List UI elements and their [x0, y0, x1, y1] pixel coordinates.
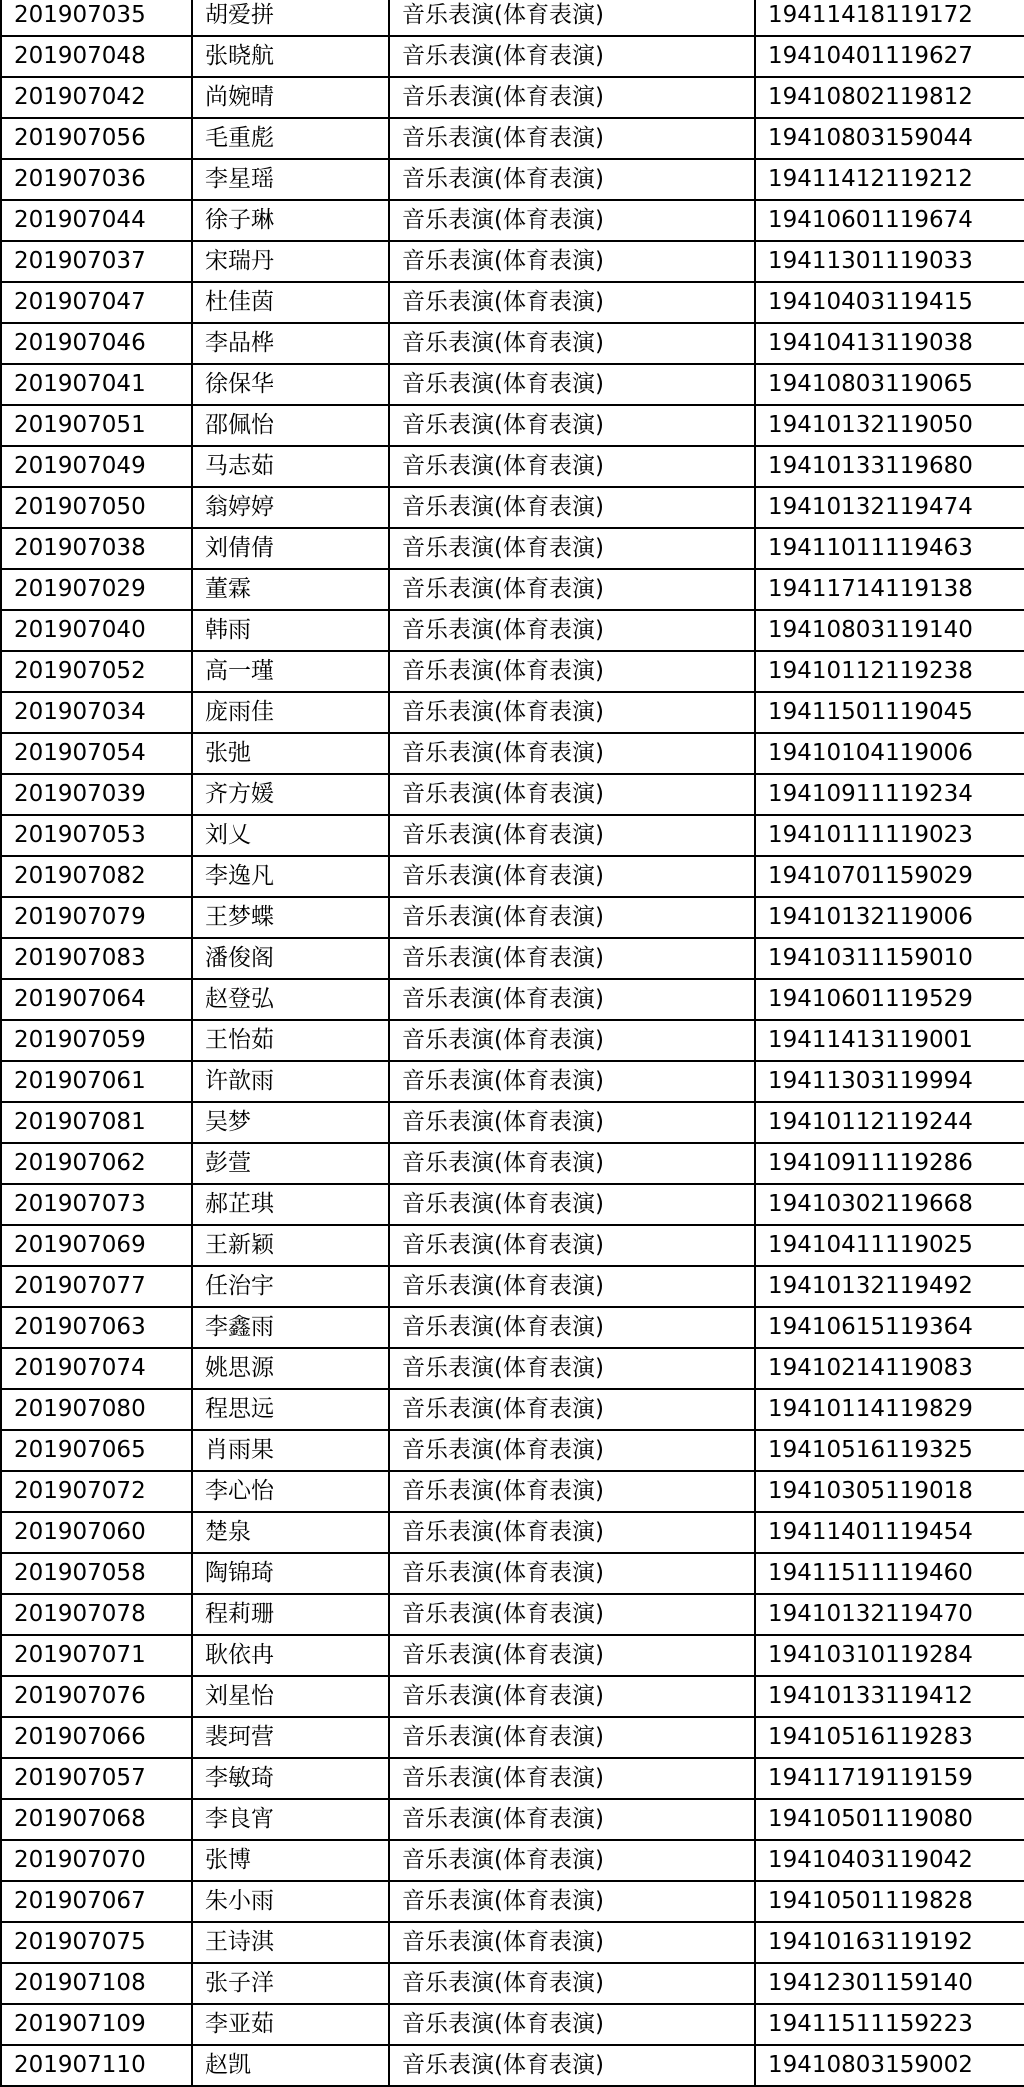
student-id-cell: 201907110	[1, 2045, 192, 2086]
major-cell: 音乐表演(体育表演)	[389, 1758, 755, 1799]
major-cell: 音乐表演(体育表演)	[389, 1184, 755, 1225]
major-cell: 音乐表演(体育表演)	[389, 1225, 755, 1266]
student-id-cell: 201907051	[1, 405, 192, 446]
major-cell: 音乐表演(体育表演)	[389, 1635, 755, 1676]
major-cell: 音乐表演(体育表演)	[389, 1963, 755, 2004]
table-row	[1, 1266, 1024, 1307]
student-id-cell: 201907078	[1, 1594, 192, 1635]
student-name-cell: 王新颖	[192, 1225, 389, 1266]
major-cell: 音乐表演(体育表演)	[389, 118, 755, 159]
exam-number-cell: 19410601119529	[755, 979, 1024, 1020]
exam-number-cell: 19410132119050	[755, 405, 1024, 446]
table-row	[1, 487, 1024, 528]
table-row	[1, 1102, 1024, 1143]
student-name-cell: 楚泉	[192, 1512, 389, 1553]
major-cell: 音乐表演(体育表演)	[389, 897, 755, 938]
exam-number-cell: 19410104119006	[755, 733, 1024, 774]
student-name-cell: 张博	[192, 1840, 389, 1881]
major-cell: 音乐表演(体育表演)	[389, 1799, 755, 1840]
table-row	[1, 241, 1024, 282]
student-id-cell: 201907050	[1, 487, 192, 528]
student-id-cell: 201907062	[1, 1143, 192, 1184]
major-cell: 音乐表演(体育表演)	[389, 528, 755, 569]
table-row	[1, 1553, 1024, 1594]
major-cell: 音乐表演(体育表演)	[389, 77, 755, 118]
exam-number-cell: 19411413119001	[755, 1020, 1024, 1061]
major-cell: 音乐表演(体育表演)	[389, 774, 755, 815]
table-row	[1, 528, 1024, 569]
table-row	[1, 446, 1024, 487]
student-id-cell: 201907052	[1, 651, 192, 692]
student-name-cell: 刘星怡	[192, 1676, 389, 1717]
student-id-cell: 201907074	[1, 1348, 192, 1389]
exam-number-cell: 19411511119460	[755, 1553, 1024, 1594]
student-name-cell: 潘俊阁	[192, 938, 389, 979]
table-row	[1, 651, 1024, 692]
exam-number-cell: 19412301159140	[755, 1963, 1024, 2004]
table-row	[1, 1430, 1024, 1471]
table-row	[1, 1635, 1024, 1676]
exam-number-cell: 19410501119828	[755, 1881, 1024, 1922]
table-row	[1, 1881, 1024, 1922]
student-name-cell: 王诗淇	[192, 1922, 389, 1963]
table-row	[1, 1717, 1024, 1758]
major-cell: 音乐表演(体育表演)	[389, 610, 755, 651]
exam-number-cell: 19410112119238	[755, 651, 1024, 692]
exam-number-cell: 19411714119138	[755, 569, 1024, 610]
student-id-cell: 201907067	[1, 1881, 192, 1922]
student-name-cell: 刘倩倩	[192, 528, 389, 569]
student-name-cell: 王怡茹	[192, 1020, 389, 1061]
student-id-cell: 201907072	[1, 1471, 192, 1512]
student-name-cell: 彭萱	[192, 1143, 389, 1184]
student-id-cell: 201907070	[1, 1840, 192, 1881]
exam-number-cell: 19410803159044	[755, 118, 1024, 159]
table-row	[1, 118, 1024, 159]
table-row	[1, 1512, 1024, 1553]
exam-number-cell: 19410132119006	[755, 897, 1024, 938]
student-name-cell: 耿依冉	[192, 1635, 389, 1676]
table-row	[1, 610, 1024, 651]
table-row	[1, 159, 1024, 200]
exam-number-cell: 19410911119234	[755, 774, 1024, 815]
exam-number-cell: 19410516119325	[755, 1430, 1024, 1471]
table-row	[1, 1307, 1024, 1348]
major-cell: 音乐表演(体育表演)	[389, 1143, 755, 1184]
exam-number-cell: 19410401119627	[755, 36, 1024, 77]
major-cell: 音乐表演(体育表演)	[389, 446, 755, 487]
major-cell: 音乐表演(体育表演)	[389, 938, 755, 979]
student-name-cell: 杜佳茵	[192, 282, 389, 323]
table-row	[1, 1471, 1024, 1512]
student-id-cell: 201907056	[1, 118, 192, 159]
student-id-cell: 201907059	[1, 1020, 192, 1061]
student-id-cell: 201907047	[1, 282, 192, 323]
student-name-cell: 程思远	[192, 1389, 389, 1430]
major-cell: 音乐表演(体育表演)	[389, 856, 755, 897]
student-id-cell: 201907046	[1, 323, 192, 364]
table-row	[1, 1963, 1024, 2004]
major-cell: 音乐表演(体育表演)	[389, 1676, 755, 1717]
student-id-cell: 201907038	[1, 528, 192, 569]
table-row	[1, 323, 1024, 364]
exam-number-cell: 19410163119192	[755, 1922, 1024, 1963]
table-row	[1, 200, 1024, 241]
major-cell: 音乐表演(体育表演)	[389, 1430, 755, 1471]
exam-number-cell: 19411719119159	[755, 1758, 1024, 1799]
student-id-cell: 201907076	[1, 1676, 192, 1717]
major-cell: 音乐表演(体育表演)	[389, 1881, 755, 1922]
student-id-cell: 201907063	[1, 1307, 192, 1348]
major-cell: 音乐表演(体育表演)	[389, 241, 755, 282]
student-name-cell: 郝芷琪	[192, 1184, 389, 1225]
student-id-cell: 201907081	[1, 1102, 192, 1143]
exam-number-cell: 19410803119065	[755, 364, 1024, 405]
major-cell: 音乐表演(体育表演)	[389, 1840, 755, 1881]
major-cell: 音乐表演(体育表演)	[389, 282, 755, 323]
table-row	[1, 0, 1024, 36]
student-id-cell: 201907108	[1, 1963, 192, 2004]
exam-number-cell: 19410516119283	[755, 1717, 1024, 1758]
exam-number-cell: 19410305119018	[755, 1471, 1024, 1512]
table-row	[1, 364, 1024, 405]
major-cell: 音乐表演(体育表演)	[389, 1389, 755, 1430]
table-row	[1, 774, 1024, 815]
exam-number-cell: 19411301119033	[755, 241, 1024, 282]
exam-number-cell: 19410111119023	[755, 815, 1024, 856]
exam-number-cell: 19410803119140	[755, 610, 1024, 651]
exam-number-cell: 19410403119415	[755, 282, 1024, 323]
major-cell: 音乐表演(体育表演)	[389, 1717, 755, 1758]
table-row	[1, 77, 1024, 118]
major-cell: 音乐表演(体育表演)	[389, 1266, 755, 1307]
student-id-cell: 201907040	[1, 610, 192, 651]
table-row	[1, 1799, 1024, 1840]
exam-number-cell: 19411303119994	[755, 1061, 1024, 1102]
table-row	[1, 1184, 1024, 1225]
exam-number-cell: 19410133119680	[755, 446, 1024, 487]
table-row	[1, 692, 1024, 733]
student-id-cell: 201907082	[1, 856, 192, 897]
table-row	[1, 1758, 1024, 1799]
table-row	[1, 569, 1024, 610]
exam-number-cell: 19410701159029	[755, 856, 1024, 897]
student-name-cell: 吴梦	[192, 1102, 389, 1143]
student-id-cell: 201907073	[1, 1184, 192, 1225]
exam-number-cell: 19411401119454	[755, 1512, 1024, 1553]
table-row	[1, 733, 1024, 774]
student-id-cell: 201907061	[1, 1061, 192, 1102]
student-name-cell: 裴珂营	[192, 1717, 389, 1758]
student-name-cell: 李品桦	[192, 323, 389, 364]
table-row	[1, 1061, 1024, 1102]
major-cell: 音乐表演(体育表演)	[389, 733, 755, 774]
student-id-cell: 201907035	[1, 0, 192, 36]
exam-number-cell: 19410311159010	[755, 938, 1024, 979]
exam-number-cell: 19411412119212	[755, 159, 1024, 200]
roster-table-body	[1, 0, 1024, 2086]
table-row	[1, 2045, 1024, 2086]
student-name-cell: 翁婷婷	[192, 487, 389, 528]
exam-number-cell: 19410403119042	[755, 1840, 1024, 1881]
student-name-cell: 徐子琳	[192, 200, 389, 241]
major-cell: 音乐表演(体育表演)	[389, 1471, 755, 1512]
student-name-cell: 邵佩怡	[192, 405, 389, 446]
student-id-cell: 201907036	[1, 159, 192, 200]
student-id-cell: 201907039	[1, 774, 192, 815]
student-id-cell: 201907060	[1, 1512, 192, 1553]
major-cell: 音乐表演(体育表演)	[389, 0, 755, 36]
student-id-cell: 201907068	[1, 1799, 192, 1840]
exam-number-cell: 19411501119045	[755, 692, 1024, 733]
student-name-cell: 张子洋	[192, 1963, 389, 2004]
student-id-cell: 201907048	[1, 36, 192, 77]
table-row	[1, 1225, 1024, 1266]
major-cell: 音乐表演(体育表演)	[389, 651, 755, 692]
exam-number-cell: 19410803159002	[755, 2045, 1024, 2086]
student-name-cell: 毛重彪	[192, 118, 389, 159]
exam-number-cell: 19410112119244	[755, 1102, 1024, 1143]
student-name-cell: 朱小雨	[192, 1881, 389, 1922]
student-id-cell: 201907065	[1, 1430, 192, 1471]
major-cell: 音乐表演(体育表演)	[389, 1061, 755, 1102]
student-name-cell: 庞雨佳	[192, 692, 389, 733]
table-row	[1, 1594, 1024, 1635]
student-id-cell: 201907049	[1, 446, 192, 487]
major-cell: 音乐表演(体育表演)	[389, 159, 755, 200]
student-id-cell: 201907057	[1, 1758, 192, 1799]
major-cell: 音乐表演(体育表演)	[389, 487, 755, 528]
major-cell: 音乐表演(体育表演)	[389, 323, 755, 364]
student-name-cell: 李敏琦	[192, 1758, 389, 1799]
exam-number-cell: 19410911119286	[755, 1143, 1024, 1184]
exam-number-cell: 19410310119284	[755, 1635, 1024, 1676]
student-id-cell: 201907080	[1, 1389, 192, 1430]
student-name-cell: 赵登弘	[192, 979, 389, 1020]
student-id-cell: 201907066	[1, 1717, 192, 1758]
student-id-cell: 201907029	[1, 569, 192, 610]
student-name-cell: 陶锦琦	[192, 1553, 389, 1594]
exam-number-cell: 19411418119172	[755, 0, 1024, 36]
student-id-cell: 201907053	[1, 815, 192, 856]
exam-number-cell: 19411511159223	[755, 2004, 1024, 2045]
student-name-cell: 董霖	[192, 569, 389, 610]
table-row	[1, 36, 1024, 77]
table-row	[1, 1676, 1024, 1717]
exam-number-cell: 19410214119083	[755, 1348, 1024, 1389]
major-cell: 音乐表演(体育表演)	[389, 1922, 755, 1963]
student-id-cell: 201907069	[1, 1225, 192, 1266]
major-cell: 音乐表演(体育表演)	[389, 364, 755, 405]
student-id-cell: 201907041	[1, 364, 192, 405]
major-cell: 音乐表演(体育表演)	[389, 200, 755, 241]
student-id-cell: 201907077	[1, 1266, 192, 1307]
student-name-cell: 程莉珊	[192, 1594, 389, 1635]
exam-number-cell: 19410133119412	[755, 1676, 1024, 1717]
student-name-cell: 任治宇	[192, 1266, 389, 1307]
student-id-cell: 201907054	[1, 733, 192, 774]
exam-number-cell: 19410601119674	[755, 200, 1024, 241]
student-name-cell: 李心怡	[192, 1471, 389, 1512]
table-row	[1, 1922, 1024, 1963]
student-name-cell: 韩雨	[192, 610, 389, 651]
major-cell: 音乐表演(体育表演)	[389, 979, 755, 1020]
table-row	[1, 1143, 1024, 1184]
major-cell: 音乐表演(体育表演)	[389, 1553, 755, 1594]
exam-number-cell: 19410802119812	[755, 77, 1024, 118]
student-name-cell: 刘乂	[192, 815, 389, 856]
table-row	[1, 979, 1024, 1020]
student-name-cell: 王梦蝶	[192, 897, 389, 938]
major-cell: 音乐表演(体育表演)	[389, 36, 755, 77]
student-id-cell: 201907071	[1, 1635, 192, 1676]
major-cell: 音乐表演(体育表演)	[389, 2045, 755, 2086]
table-row	[1, 897, 1024, 938]
exam-number-cell: 19410615119364	[755, 1307, 1024, 1348]
exam-number-cell: 19410413119038	[755, 323, 1024, 364]
student-name-cell: 姚思源	[192, 1348, 389, 1389]
student-name-cell: 许歆雨	[192, 1061, 389, 1102]
exam-number-cell: 19410411119025	[755, 1225, 1024, 1266]
table-row	[1, 282, 1024, 323]
exam-number-cell: 19410132119492	[755, 1266, 1024, 1307]
table-row	[1, 1348, 1024, 1389]
major-cell: 音乐表演(体育表演)	[389, 692, 755, 733]
table-row	[1, 1389, 1024, 1430]
exam-number-cell: 19410132119474	[755, 487, 1024, 528]
student-id-cell: 201907034	[1, 692, 192, 733]
major-cell: 音乐表演(体育表演)	[389, 405, 755, 446]
student-id-cell: 201907042	[1, 77, 192, 118]
student-name-cell: 李逸凡	[192, 856, 389, 897]
student-id-cell: 201907058	[1, 1553, 192, 1594]
table-row	[1, 815, 1024, 856]
table-row	[1, 405, 1024, 446]
student-name-cell: 李鑫雨	[192, 1307, 389, 1348]
major-cell: 音乐表演(体育表演)	[389, 815, 755, 856]
student-name-cell: 李良宵	[192, 1799, 389, 1840]
student-name-cell: 齐方媛	[192, 774, 389, 815]
exam-number-cell: 19410132119470	[755, 1594, 1024, 1635]
student-name-cell: 徐保华	[192, 364, 389, 405]
student-name-cell: 宋瑞丹	[192, 241, 389, 282]
student-name-cell: 李亚茹	[192, 2004, 389, 2045]
table-row	[1, 938, 1024, 979]
table-row	[1, 856, 1024, 897]
student-name-cell: 李星瑶	[192, 159, 389, 200]
exam-number-cell: 19410114119829	[755, 1389, 1024, 1430]
major-cell: 音乐表演(体育表演)	[389, 1307, 755, 1348]
student-id-cell: 201907044	[1, 200, 192, 241]
exam-number-cell: 19411011119463	[755, 528, 1024, 569]
student-name-cell: 尚婉晴	[192, 77, 389, 118]
major-cell: 音乐表演(体育表演)	[389, 1102, 755, 1143]
major-cell: 音乐表演(体育表演)	[389, 1348, 755, 1389]
student-name-cell: 高一瑾	[192, 651, 389, 692]
major-cell: 音乐表演(体育表演)	[389, 1512, 755, 1553]
student-id-cell: 201907079	[1, 897, 192, 938]
table-row	[1, 2004, 1024, 2045]
student-name-cell: 胡爱拼	[192, 0, 389, 36]
student-id-cell: 201907037	[1, 241, 192, 282]
table-row	[1, 1840, 1024, 1881]
exam-number-cell: 19410501119080	[755, 1799, 1024, 1840]
major-cell: 音乐表演(体育表演)	[389, 1020, 755, 1061]
student-id-cell: 201907109	[1, 2004, 192, 2045]
exam-number-cell: 19410302119668	[755, 1184, 1024, 1225]
student-name-cell: 肖雨果	[192, 1430, 389, 1471]
major-cell: 音乐表演(体育表演)	[389, 569, 755, 610]
major-cell: 音乐表演(体育表演)	[389, 2004, 755, 2045]
table-row	[1, 1020, 1024, 1061]
major-cell: 音乐表演(体育表演)	[389, 1594, 755, 1635]
student-name-cell: 赵凯	[192, 2045, 389, 2086]
student-name-cell: 张弛	[192, 733, 389, 774]
student-id-cell: 201907083	[1, 938, 192, 979]
student-id-cell: 201907064	[1, 979, 192, 1020]
student-id-cell: 201907075	[1, 1922, 192, 1963]
student-name-cell: 张晓航	[192, 36, 389, 77]
student-name-cell: 马志茹	[192, 446, 389, 487]
